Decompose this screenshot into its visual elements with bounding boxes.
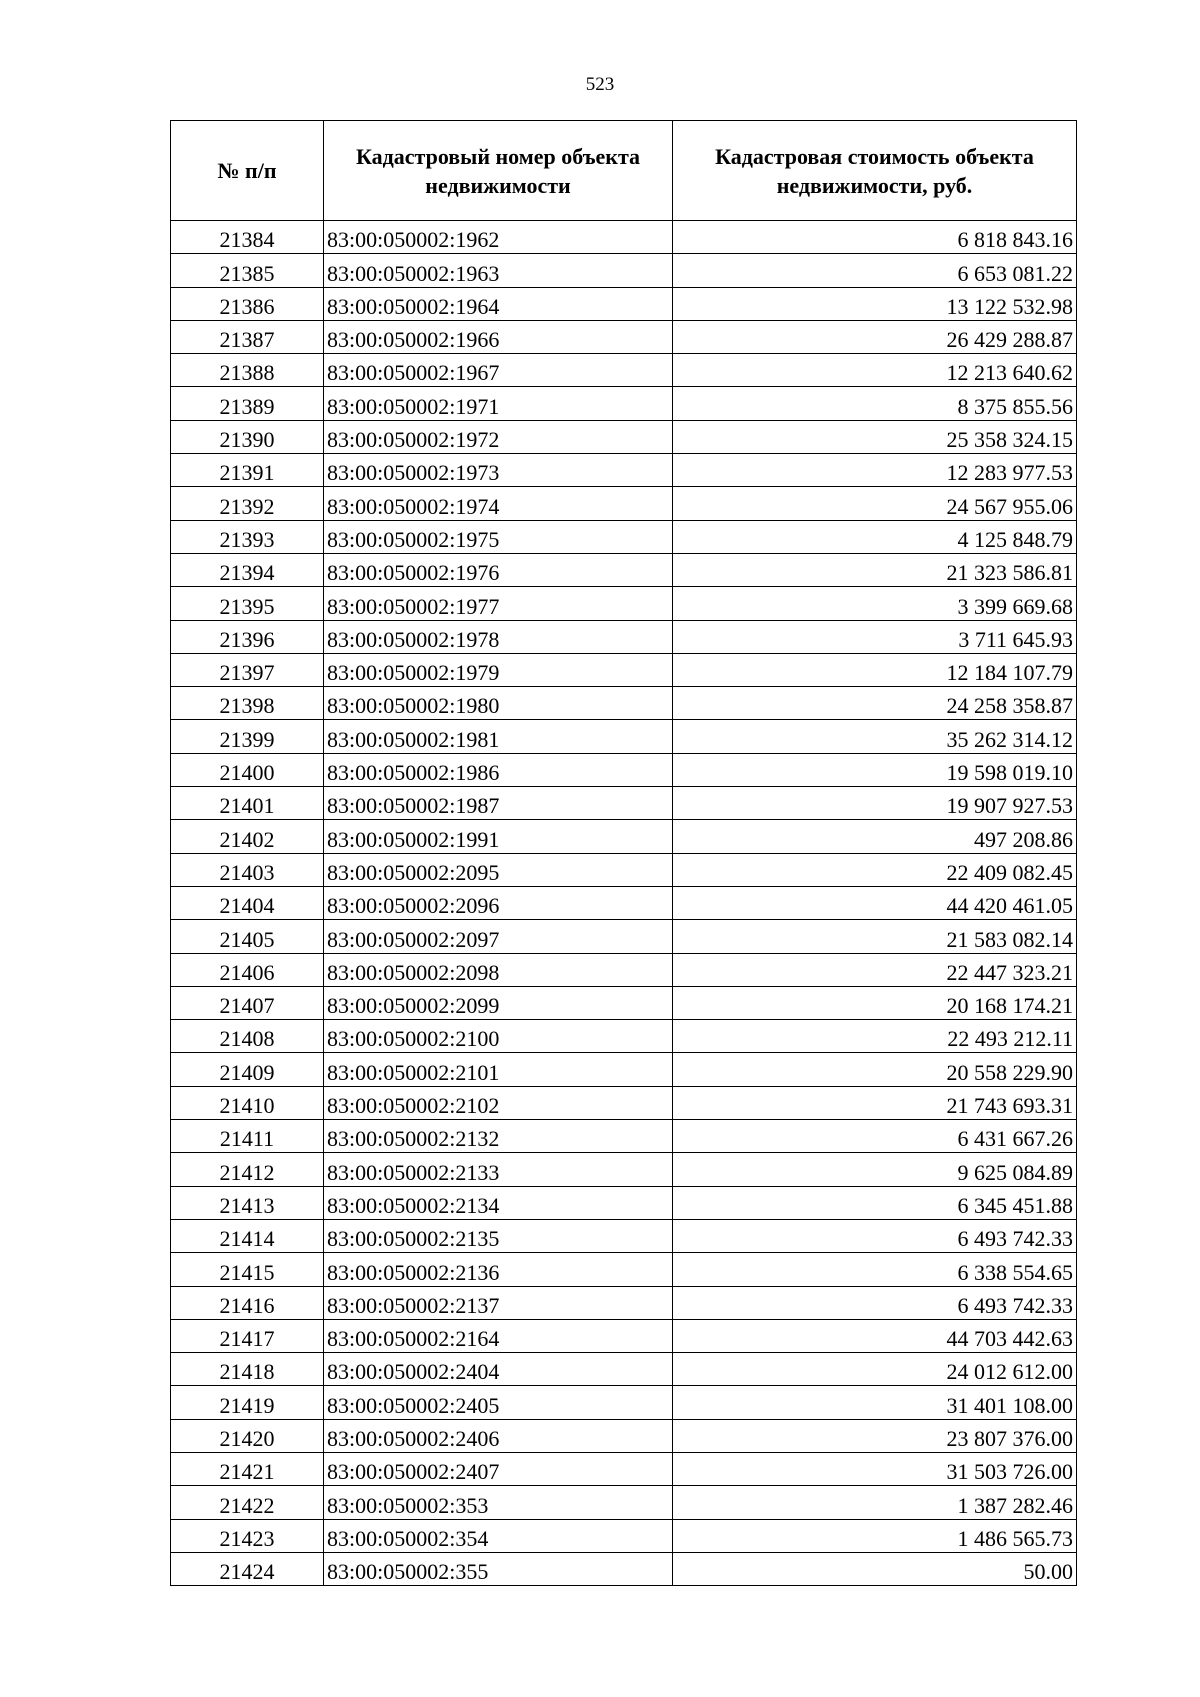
cadastral-value: 35 262 314.12 xyxy=(673,720,1077,753)
table-row xyxy=(171,1319,1077,1352)
table-row xyxy=(171,1286,1077,1319)
table-row xyxy=(171,1153,1077,1186)
table-row xyxy=(171,1386,1077,1419)
row-number: 21399 xyxy=(171,720,324,753)
cadastral-value: 31 503 726.00 xyxy=(673,1452,1077,1485)
table-row xyxy=(171,920,1077,953)
table-row xyxy=(171,986,1077,1019)
table-body xyxy=(171,221,1077,1586)
row-number: 21422 xyxy=(171,1486,324,1519)
table-row xyxy=(171,687,1077,720)
cadastral-value: 22 447 323.21 xyxy=(673,953,1077,986)
cadastral-number: 83:00:050002:1979 xyxy=(324,653,673,686)
cadastral-number: 83:00:050002:1981 xyxy=(324,720,673,753)
cadastral-number: 83:00:050002:1964 xyxy=(324,287,673,320)
cadastral-number: 83:00:050002:2101 xyxy=(324,1053,673,1086)
table-row xyxy=(171,254,1077,287)
cadastral-value: 20 558 229.90 xyxy=(673,1053,1077,1086)
row-number: 21390 xyxy=(171,420,324,453)
cadastral-value: 50.00 xyxy=(673,1552,1077,1585)
cadastral-number: 83:00:050002:2100 xyxy=(324,1020,673,1053)
cadastral-value: 21 743 693.31 xyxy=(673,1086,1077,1119)
cadastral-number: 83:00:050002:2406 xyxy=(324,1419,673,1452)
cadastral-number: 83:00:050002:2164 xyxy=(324,1319,673,1352)
cadastral-value: 497 208.86 xyxy=(673,820,1077,853)
header-number: № п/п xyxy=(171,121,324,221)
table-row xyxy=(171,1219,1077,1252)
table-row xyxy=(171,1552,1077,1585)
cadastral-number: 83:00:050002:2407 xyxy=(324,1452,673,1485)
table-row xyxy=(171,620,1077,653)
row-number: 21394 xyxy=(171,553,324,586)
table-row xyxy=(171,1086,1077,1119)
row-number: 21418 xyxy=(171,1353,324,1386)
cadastral-number: 83:00:050002:2132 xyxy=(324,1120,673,1153)
row-number: 21413 xyxy=(171,1186,324,1219)
row-number: 21415 xyxy=(171,1253,324,1286)
cadastral-number: 83:00:050002:353 xyxy=(324,1486,673,1519)
table-row xyxy=(171,753,1077,786)
row-number: 21417 xyxy=(171,1319,324,1352)
cadastral-value: 13 122 532.98 xyxy=(673,287,1077,320)
row-number: 21389 xyxy=(171,387,324,420)
row-number: 21410 xyxy=(171,1086,324,1119)
cadastral-number: 83:00:050002:1967 xyxy=(324,354,673,387)
row-number: 21419 xyxy=(171,1386,324,1419)
cadastral-value: 6 493 742.33 xyxy=(673,1219,1077,1252)
table-row xyxy=(171,1120,1077,1153)
cadastral-number: 83:00:050002:2136 xyxy=(324,1253,673,1286)
cadastral-value: 20 168 174.21 xyxy=(673,986,1077,1019)
row-number: 21401 xyxy=(171,787,324,820)
cadastral-number: 83:00:050002:2133 xyxy=(324,1153,673,1186)
cadastral-number: 83:00:050002:1973 xyxy=(324,454,673,487)
cadastral-value: 12 283 977.53 xyxy=(673,454,1077,487)
cadastral-number: 83:00:050002:1986 xyxy=(324,753,673,786)
table-row xyxy=(171,787,1077,820)
row-number: 21392 xyxy=(171,487,324,520)
cadastral-number: 83:00:050002:1976 xyxy=(324,553,673,586)
table-row xyxy=(171,553,1077,586)
cadastral-value: 25 358 324.15 xyxy=(673,420,1077,453)
cadastral-value: 12 213 640.62 xyxy=(673,354,1077,387)
cadastral-value: 22 493 212.11 xyxy=(673,1020,1077,1053)
row-number: 21406 xyxy=(171,953,324,986)
cadastral-value: 6 338 554.65 xyxy=(673,1253,1077,1286)
cadastral-number: 83:00:050002:2097 xyxy=(324,920,673,953)
cadastral-number: 83:00:050002:1980 xyxy=(324,687,673,720)
cadastral-value: 24 258 358.87 xyxy=(673,687,1077,720)
table-row xyxy=(171,953,1077,986)
cadastral-number: 83:00:050002:2095 xyxy=(324,853,673,886)
cadastral-value: 21 323 586.81 xyxy=(673,553,1077,586)
cadastral-number: 83:00:050002:1975 xyxy=(324,520,673,553)
table-row xyxy=(171,720,1077,753)
cadastral-value: 24 567 955.06 xyxy=(673,487,1077,520)
cadastral-number: 83:00:050002:2134 xyxy=(324,1186,673,1219)
row-number: 21403 xyxy=(171,853,324,886)
cadastral-number: 83:00:050002:1962 xyxy=(324,221,673,254)
cadastral-number: 83:00:050002:1971 xyxy=(324,387,673,420)
row-number: 21393 xyxy=(171,520,324,553)
row-number: 21400 xyxy=(171,753,324,786)
row-number: 21384 xyxy=(171,221,324,254)
cadastral-value: 1 486 565.73 xyxy=(673,1519,1077,1552)
row-number: 21396 xyxy=(171,620,324,653)
table-row xyxy=(171,520,1077,553)
cadastral-value: 44 420 461.05 xyxy=(673,886,1077,919)
cadastral-value: 6 431 667.26 xyxy=(673,1120,1077,1153)
row-number: 21385 xyxy=(171,254,324,287)
table-row xyxy=(171,587,1077,620)
cadastral-value: 12 184 107.79 xyxy=(673,653,1077,686)
table-row xyxy=(171,1353,1077,1386)
row-number: 21416 xyxy=(171,1286,324,1319)
table-row xyxy=(171,1452,1077,1485)
row-number: 21386 xyxy=(171,287,324,320)
table-row xyxy=(171,886,1077,919)
header-cadastral-number: Кадастровый номер объекта недвижимости xyxy=(324,121,673,221)
row-number: 21420 xyxy=(171,1419,324,1452)
cadastral-number: 83:00:050002:354 xyxy=(324,1519,673,1552)
cadastral-value: 31 401 108.00 xyxy=(673,1386,1077,1419)
table-row xyxy=(171,820,1077,853)
row-number: 21423 xyxy=(171,1519,324,1552)
row-number: 21405 xyxy=(171,920,324,953)
cadastral-number: 83:00:050002:1978 xyxy=(324,620,673,653)
cadastral-value: 1 387 282.46 xyxy=(673,1486,1077,1519)
cadastral-number: 83:00:050002:2096 xyxy=(324,886,673,919)
table-row xyxy=(171,1253,1077,1286)
cadastral-value: 6 345 451.88 xyxy=(673,1186,1077,1219)
row-number: 21424 xyxy=(171,1552,324,1585)
cadastral-value: 22 409 082.45 xyxy=(673,853,1077,886)
row-number: 21412 xyxy=(171,1153,324,1186)
table-header-row xyxy=(171,121,1077,221)
cadastral-value: 24 012 612.00 xyxy=(673,1353,1077,1386)
cadastral-number: 83:00:050002:2137 xyxy=(324,1286,673,1319)
row-number: 21411 xyxy=(171,1120,324,1153)
table-row xyxy=(171,420,1077,453)
cadastral-value: 21 583 082.14 xyxy=(673,920,1077,953)
cadastral-number: 83:00:050002:1963 xyxy=(324,254,673,287)
cadastral-value: 9 625 084.89 xyxy=(673,1153,1077,1186)
cadastral-value-table xyxy=(170,120,1077,1586)
cadastral-value: 6 493 742.33 xyxy=(673,1286,1077,1319)
cadastral-number: 83:00:050002:1966 xyxy=(324,320,673,353)
table-row xyxy=(171,354,1077,387)
table-row xyxy=(171,1419,1077,1452)
table-row xyxy=(171,653,1077,686)
cadastral-number: 83:00:050002:1991 xyxy=(324,820,673,853)
row-number: 21391 xyxy=(171,454,324,487)
cadastral-number: 83:00:050002:1974 xyxy=(324,487,673,520)
cadastral-number: 83:00:050002:2098 xyxy=(324,953,673,986)
cadastral-value: 19 907 927.53 xyxy=(673,787,1077,820)
row-number: 21421 xyxy=(171,1452,324,1485)
cadastral-number: 83:00:050002:2135 xyxy=(324,1219,673,1252)
cadastral-value: 3 711 645.93 xyxy=(673,620,1077,653)
row-number: 21409 xyxy=(171,1053,324,1086)
cadastral-number: 83:00:050002:355 xyxy=(324,1552,673,1585)
cadastral-number: 83:00:050002:1972 xyxy=(324,420,673,453)
cadastral-number: 83:00:050002:1987 xyxy=(324,787,673,820)
table-row xyxy=(171,1186,1077,1219)
cadastral-value: 4 125 848.79 xyxy=(673,520,1077,553)
table-row xyxy=(171,387,1077,420)
cadastral-value: 19 598 019.10 xyxy=(673,753,1077,786)
table-row xyxy=(171,1020,1077,1053)
cadastral-value: 3 399 669.68 xyxy=(673,587,1077,620)
cadastral-number: 83:00:050002:2102 xyxy=(324,1086,673,1119)
row-number: 21404 xyxy=(171,886,324,919)
cadastral-value: 8 375 855.56 xyxy=(673,387,1077,420)
row-number: 21395 xyxy=(171,587,324,620)
row-number: 21414 xyxy=(171,1219,324,1252)
cadastral-value: 6 653 081.22 xyxy=(673,254,1077,287)
cadastral-number: 83:00:050002:2404 xyxy=(324,1353,673,1386)
table-row xyxy=(171,1519,1077,1552)
table-row xyxy=(171,487,1077,520)
cadastral-number: 83:00:050002:2099 xyxy=(324,986,673,1019)
row-number: 21398 xyxy=(171,687,324,720)
row-number: 21407 xyxy=(171,986,324,1019)
table-row xyxy=(171,1486,1077,1519)
table-row xyxy=(171,287,1077,320)
cadastral-number: 83:00:050002:1977 xyxy=(324,587,673,620)
cadastral-value: 23 807 376.00 xyxy=(673,1419,1077,1452)
table-row xyxy=(171,853,1077,886)
row-number: 21408 xyxy=(171,1020,324,1053)
table-row xyxy=(171,454,1077,487)
table-row xyxy=(171,320,1077,353)
row-number: 21402 xyxy=(171,820,324,853)
header-cadastral-value: Кадастровая стоимость объекта недвижимости, руб. xyxy=(673,121,1077,221)
row-number: 21397 xyxy=(171,653,324,686)
table-row xyxy=(171,1053,1077,1086)
cadastral-value: 26 429 288.87 xyxy=(673,320,1077,353)
row-number: 21388 xyxy=(171,354,324,387)
page-number: 523 xyxy=(585,74,615,95)
table-row xyxy=(171,221,1077,254)
cadastral-number: 83:00:050002:2405 xyxy=(324,1386,673,1419)
cadastral-value: 44 703 442.63 xyxy=(673,1319,1077,1352)
row-number: 21387 xyxy=(171,320,324,353)
cadastral-value: 6 818 843.16 xyxy=(673,221,1077,254)
